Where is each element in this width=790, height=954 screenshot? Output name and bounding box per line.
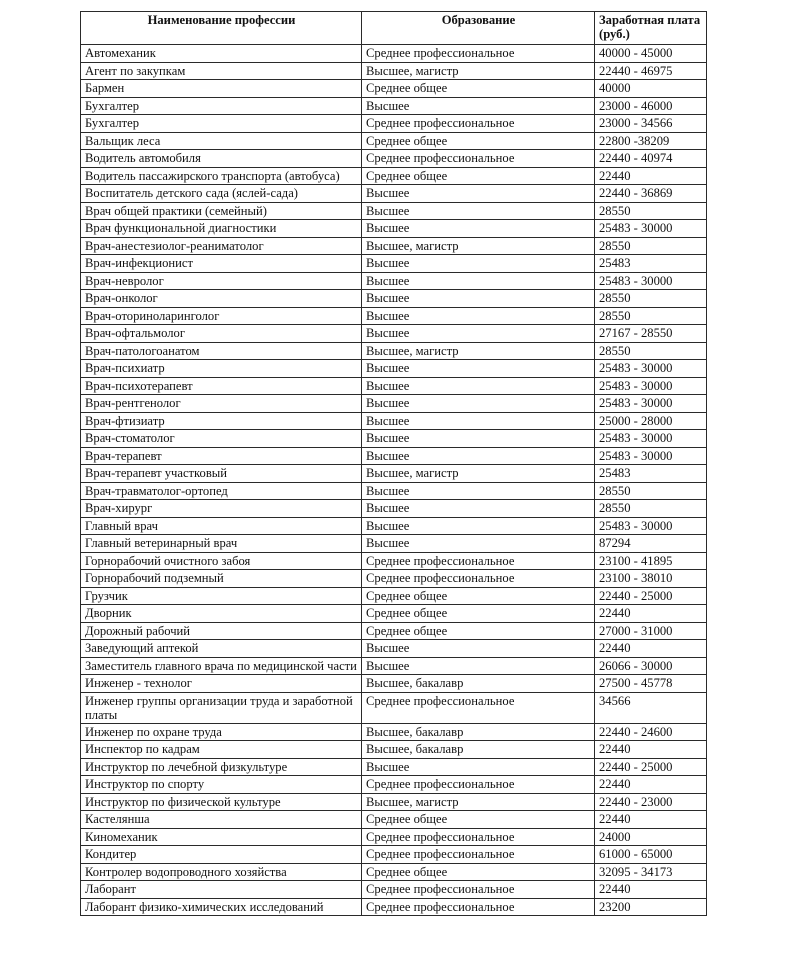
cell-education: Высшее <box>362 290 595 308</box>
cell-education: Высшее <box>362 447 595 465</box>
cell-salary: 27500 - 45778 <box>595 675 707 693</box>
cell-education: Среднее профессиональное <box>362 776 595 794</box>
cell-salary: 25483 - 30000 <box>595 517 707 535</box>
cell-education: Высшее <box>362 535 595 553</box>
cell-profession: Грузчик <box>81 587 362 605</box>
cell-salary: 28550 <box>595 307 707 325</box>
cell-profession: Дворник <box>81 605 362 623</box>
cell-education: Среднее профессиональное <box>362 692 595 723</box>
cell-salary: 25483 - 30000 <box>595 430 707 448</box>
cell-education: Высшее <box>362 307 595 325</box>
salary-table <box>80 11 707 916</box>
cell-salary: 25483 - 30000 <box>595 447 707 465</box>
cell-profession: Инженер по охране труда <box>81 723 362 741</box>
table-row <box>81 863 707 881</box>
cell-salary: 22440 <box>595 811 707 829</box>
cell-profession: Заведующий аптекой <box>81 640 362 658</box>
cell-education: Высшее, магистр <box>362 342 595 360</box>
cell-education: Среднее профессиональное <box>362 45 595 63</box>
table-row <box>81 220 707 238</box>
cell-education: Высшее, магистр <box>362 237 595 255</box>
cell-profession: Врач-психотерапевт <box>81 377 362 395</box>
cell-education: Высшее <box>362 430 595 448</box>
cell-profession: Врач общей практики (семейный) <box>81 202 362 220</box>
cell-salary: 34566 <box>595 692 707 723</box>
cell-education: Высшее <box>362 325 595 343</box>
table-row <box>81 412 707 430</box>
table-row <box>81 570 707 588</box>
cell-salary: 25483 - 30000 <box>595 377 707 395</box>
cell-profession: Бармен <box>81 80 362 98</box>
cell-profession: Инженер - технолог <box>81 675 362 693</box>
table-row <box>81 325 707 343</box>
cell-profession: Врач-психиатр <box>81 360 362 378</box>
cell-education: Среднее общее <box>362 132 595 150</box>
cell-profession: Вальщик леса <box>81 132 362 150</box>
cell-education: Высшее <box>362 657 595 675</box>
table-row <box>81 898 707 916</box>
cell-salary: 22440 <box>595 167 707 185</box>
table-row <box>81 80 707 98</box>
cell-profession: Врач-оториноларинголог <box>81 307 362 325</box>
cell-salary: 22440 - 40974 <box>595 150 707 168</box>
cell-salary: 22440 - 25000 <box>595 587 707 605</box>
cell-profession: Инструктор по физической культуре <box>81 793 362 811</box>
table-row <box>81 377 707 395</box>
cell-profession: Врач-терапевт <box>81 447 362 465</box>
cell-salary: 22440 <box>595 881 707 899</box>
cell-profession: Водитель пассажирского транспорта (автобуса) <box>81 167 362 185</box>
cell-profession: Агент по закупкам <box>81 62 362 80</box>
table-row <box>81 657 707 675</box>
cell-education: Среднее профессиональное <box>362 115 595 133</box>
cell-profession: Главный врач <box>81 517 362 535</box>
cell-education: Высшее <box>362 758 595 776</box>
table-row <box>81 881 707 899</box>
cell-profession: Инспектор по кадрам <box>81 741 362 759</box>
table-row <box>81 793 707 811</box>
table-row <box>81 307 707 325</box>
cell-education: Высшее <box>362 412 595 430</box>
cell-salary: 87294 <box>595 535 707 553</box>
table-row <box>81 758 707 776</box>
cell-salary: 22440 - 23000 <box>595 793 707 811</box>
cell-salary: 25483 <box>595 255 707 273</box>
cell-salary: 32095 - 34173 <box>595 863 707 881</box>
cell-profession: Бухгалтер <box>81 115 362 133</box>
cell-salary: 27167 - 28550 <box>595 325 707 343</box>
cell-profession: Врач-невролог <box>81 272 362 290</box>
table-row <box>81 185 707 203</box>
cell-profession: Контролер водопроводного хозяйства <box>81 863 362 881</box>
table-row <box>81 62 707 80</box>
cell-profession: Инженер группы организации труда и заработной платы <box>81 692 362 723</box>
cell-salary: 23100 - 41895 <box>595 552 707 570</box>
cell-education: Высшее <box>362 255 595 273</box>
cell-profession: Инструктор по спорту <box>81 776 362 794</box>
cell-profession: Врач-патологоанатом <box>81 342 362 360</box>
cell-education: Высшее <box>362 482 595 500</box>
cell-education: Среднее профессиональное <box>362 150 595 168</box>
cell-profession: Лаборант физико-химических исследований <box>81 898 362 916</box>
table-row <box>81 360 707 378</box>
cell-profession: Киномеханик <box>81 828 362 846</box>
cell-education: Среднее общее <box>362 605 595 623</box>
cell-profession: Врач-офтальмолог <box>81 325 362 343</box>
cell-education: Среднее профессиональное <box>362 828 595 846</box>
cell-education: Среднее профессиональное <box>362 898 595 916</box>
table-row <box>81 45 707 63</box>
cell-profession: Врач-травматолог-ортопед <box>81 482 362 500</box>
cell-education: Среднее профессиональное <box>362 881 595 899</box>
table-row <box>81 605 707 623</box>
cell-education: Среднее общее <box>362 167 595 185</box>
cell-education: Среднее общее <box>362 811 595 829</box>
cell-profession: Лаборант <box>81 881 362 899</box>
cell-education: Среднее общее <box>362 863 595 881</box>
cell-salary: 22440 - 46975 <box>595 62 707 80</box>
header-salary: Заработная плата (руб.) <box>595 12 707 45</box>
table-row <box>81 640 707 658</box>
cell-salary: 22440 - 25000 <box>595 758 707 776</box>
cell-education: Высшее <box>362 202 595 220</box>
cell-salary: 25483 - 30000 <box>595 395 707 413</box>
cell-profession: Врач-стоматолог <box>81 430 362 448</box>
cell-education: Высшее <box>362 97 595 115</box>
table-row <box>81 517 707 535</box>
cell-profession: Водитель автомобиля <box>81 150 362 168</box>
table-row <box>81 272 707 290</box>
cell-profession: Врач-онколог <box>81 290 362 308</box>
table-row <box>81 430 707 448</box>
cell-education: Среднее общее <box>362 587 595 605</box>
cell-salary: 25483 - 30000 <box>595 272 707 290</box>
cell-profession: Горнорабочий очистного забоя <box>81 552 362 570</box>
cell-education: Высшее <box>362 640 595 658</box>
cell-profession: Врач-рентгенолог <box>81 395 362 413</box>
cell-salary: 22440 <box>595 741 707 759</box>
cell-education: Высшее, бакалавр <box>362 723 595 741</box>
table-row <box>81 846 707 864</box>
table-row <box>81 447 707 465</box>
cell-profession: Врач-терапевт участковый <box>81 465 362 483</box>
cell-education: Среднее общее <box>362 622 595 640</box>
table-row <box>81 115 707 133</box>
cell-profession: Врач функциональной диагностики <box>81 220 362 238</box>
cell-profession: Горнорабочий подземный <box>81 570 362 588</box>
cell-education: Высшее <box>362 220 595 238</box>
table-row <box>81 132 707 150</box>
cell-profession: Врач-хирург <box>81 500 362 518</box>
table-row <box>81 342 707 360</box>
cell-profession: Автомеханик <box>81 45 362 63</box>
cell-salary: 22440 <box>595 776 707 794</box>
cell-profession: Врач-анестезиолог-реаниматолог <box>81 237 362 255</box>
cell-salary: 28550 <box>595 482 707 500</box>
cell-education: Высшее, магистр <box>362 62 595 80</box>
cell-education: Высшее <box>362 272 595 290</box>
cell-profession: Дорожный рабочий <box>81 622 362 640</box>
cell-education: Среднее профессиональное <box>362 570 595 588</box>
cell-education: Среднее профессиональное <box>362 846 595 864</box>
cell-salary: 23200 <box>595 898 707 916</box>
table-row <box>81 552 707 570</box>
cell-salary: 22440 - 36869 <box>595 185 707 203</box>
table-row <box>81 535 707 553</box>
table-row <box>81 97 707 115</box>
cell-education: Среднее общее <box>362 80 595 98</box>
cell-education: Высшее <box>362 377 595 395</box>
cell-salary: 28550 <box>595 500 707 518</box>
cell-salary: 28550 <box>595 202 707 220</box>
header-profession: Наименование профессии <box>81 12 362 45</box>
cell-salary: 22440 <box>595 640 707 658</box>
cell-profession: Заместитель главного врача по медицинской части <box>81 657 362 675</box>
table-row <box>81 167 707 185</box>
cell-education: Высшее <box>362 500 595 518</box>
cell-education: Высшее <box>362 360 595 378</box>
table-row <box>81 202 707 220</box>
cell-education: Высшее, бакалавр <box>362 741 595 759</box>
table-row <box>81 741 707 759</box>
table-row <box>81 828 707 846</box>
table-row <box>81 150 707 168</box>
table-row <box>81 465 707 483</box>
cell-salary: 28550 <box>595 237 707 255</box>
cell-salary: 22440 <box>595 605 707 623</box>
cell-education: Высшее <box>362 185 595 203</box>
cell-salary: 61000 - 65000 <box>595 846 707 864</box>
table-row <box>81 776 707 794</box>
cell-profession: Врач-фтизиатр <box>81 412 362 430</box>
cell-salary: 25483 <box>595 465 707 483</box>
table-row <box>81 622 707 640</box>
cell-education: Среднее профессиональное <box>362 552 595 570</box>
table-row <box>81 237 707 255</box>
cell-salary: 25483 - 30000 <box>595 220 707 238</box>
cell-salary: 27000 - 31000 <box>595 622 707 640</box>
cell-profession: Кондитер <box>81 846 362 864</box>
cell-salary: 40000 - 45000 <box>595 45 707 63</box>
table-row <box>81 395 707 413</box>
cell-education: Высшее <box>362 395 595 413</box>
cell-salary: 40000 <box>595 80 707 98</box>
cell-profession: Инструктор по лечебной физкультуре <box>81 758 362 776</box>
table-row <box>81 500 707 518</box>
cell-salary: 25000 - 28000 <box>595 412 707 430</box>
cell-salary: 22800 -38209 <box>595 132 707 150</box>
cell-salary: 28550 <box>595 290 707 308</box>
table-body <box>81 45 707 916</box>
table-row <box>81 290 707 308</box>
cell-salary: 28550 <box>595 342 707 360</box>
cell-profession: Бухгалтер <box>81 97 362 115</box>
cell-salary: 22440 - 24600 <box>595 723 707 741</box>
cell-salary: 23000 - 46000 <box>595 97 707 115</box>
table-row <box>81 255 707 273</box>
cell-salary: 25483 - 30000 <box>595 360 707 378</box>
table-row <box>81 482 707 500</box>
cell-salary: 23000 - 34566 <box>595 115 707 133</box>
table-row <box>81 675 707 693</box>
cell-salary: 24000 <box>595 828 707 846</box>
cell-education: Высшее <box>362 517 595 535</box>
table-row <box>81 587 707 605</box>
cell-education: Высшее, магистр <box>362 465 595 483</box>
cell-profession: Кастелянша <box>81 811 362 829</box>
table-row <box>81 811 707 829</box>
table-row <box>81 723 707 741</box>
cell-education: Высшее, бакалавр <box>362 675 595 693</box>
cell-salary: 26066 - 30000 <box>595 657 707 675</box>
cell-salary: 23100 - 38010 <box>595 570 707 588</box>
cell-profession: Главный ветеринарный врач <box>81 535 362 553</box>
cell-profession: Врач-инфекционист <box>81 255 362 273</box>
header-row <box>81 12 707 45</box>
cell-education: Высшее, магистр <box>362 793 595 811</box>
cell-profession: Воспитатель детского сада (яслей-сада) <box>81 185 362 203</box>
header-education: Образование <box>362 12 595 45</box>
table-row <box>81 692 707 723</box>
